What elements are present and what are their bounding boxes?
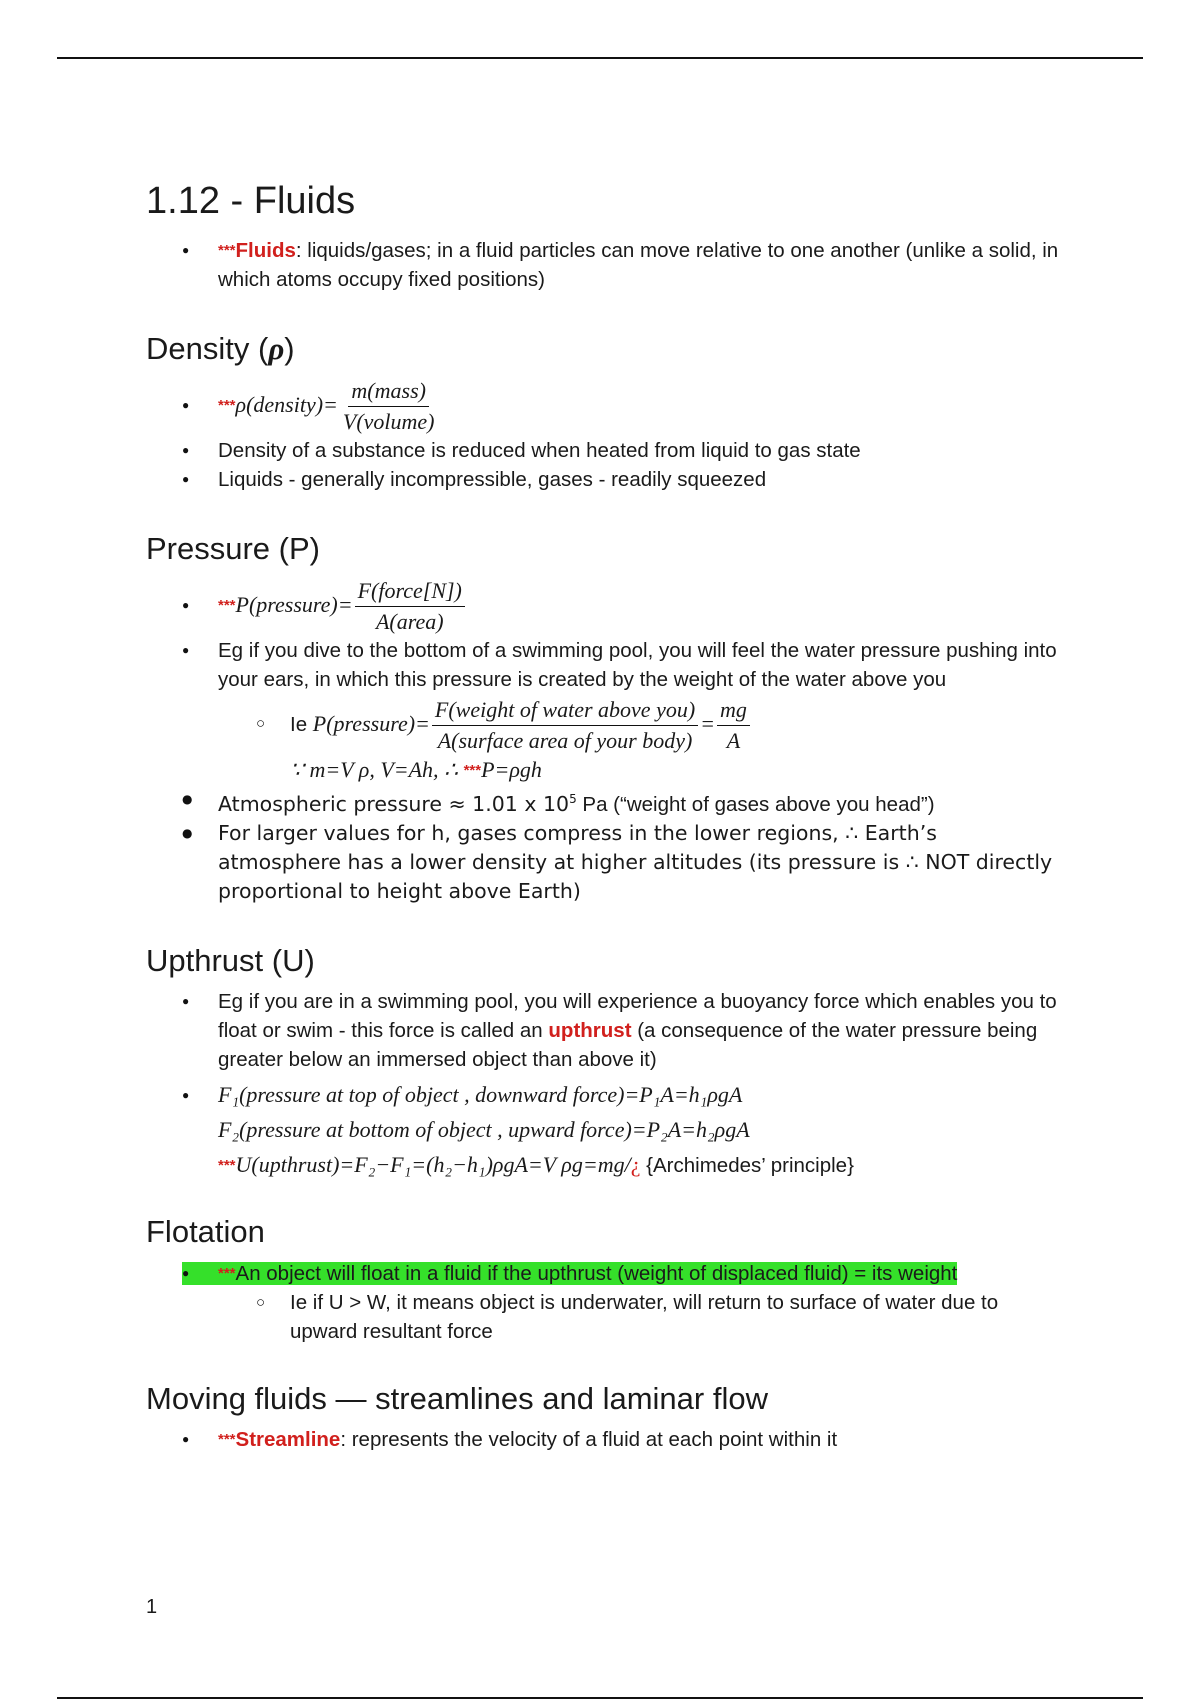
heading-upthrust: Upthrust (U) xyxy=(146,943,315,979)
formula-lhs: ρ(density)= xyxy=(235,391,338,417)
fraction: $\frac{\text{m(mass)}}{\text{V(volume)}}$ xyxy=(342,377,435,434)
sub-list-item: ○ Ie P(pressure)= $\frac{\text{F(weight of water above you)}}{\text{A(surface area of your body)}}$ = $\frac{mg}{A}$ xyxy=(146,694,1066,755)
heading-density: Density (ρ) xyxy=(146,330,295,366)
heading-pressure: Pressure (P) xyxy=(146,530,320,566)
list-item: ● Atmospheric pressure ≈ 1.01 x $10^5$ Pa (“weight of gases above you head”) xyxy=(146,785,1066,819)
list-item: ● Liquids - generally incompressible, gases - readily squeezed xyxy=(146,465,1066,494)
term-streamline: Streamline xyxy=(235,1427,341,1451)
list-item-highlighted xyxy=(146,1259,1066,1288)
derivation-line: ∵ m=V ρ, V=Ah, ∴ ***P=ρgh xyxy=(290,757,542,783)
list-item: ● Eg if you are in a swimming pool, you will experience a buoyancy force which enables you to float or swim - this force is called an upthrust (a consequence of the water pressure being greater below an immersed object than above it) xyxy=(146,987,1066,1074)
list-item: ● ***P(pressure)= $\frac{\text{F(force[N])}}{\text{A(area)}}$ xyxy=(146,575,1066,636)
heading-moving-fluids: Moving fluids — streamlines and laminar flow xyxy=(146,1380,768,1416)
section-pressure xyxy=(146,530,1066,906)
page-number: 1 xyxy=(146,1596,158,1618)
star-marker: *** xyxy=(218,396,236,414)
sub-list-item: ○ Ie if U > W, it means object is underwater, will return to surface of water due to upward resultant force xyxy=(146,1288,1066,1346)
document-body xyxy=(146,180,1066,1454)
list-item xyxy=(146,375,1066,436)
list-item: ● Density of a substance is reduced when heated from liquid to gas state xyxy=(146,436,1066,465)
term-upthrust: upthrust xyxy=(548,1019,632,1043)
star-marker: *** xyxy=(218,597,236,615)
definition-text: : liquids/gases; in a fluid particles can move relative to one another (unlike a solid, in which atoms occupy fixed positions) xyxy=(218,238,1059,291)
fraction: $\frac{\text{F(weight of water above you)}}{\text{A(surface area of your body)}}$ xyxy=(432,696,698,755)
page-title: 1.12 - Fluids xyxy=(146,180,356,222)
formula-line: ***U(upthrust)=F₂−F₁=(h₂−h₁)ρgA=V ρg=mg/¿ {Archimedes’ principle} xyxy=(218,1152,854,1178)
star-marker: *** xyxy=(218,241,236,259)
bottom-rule xyxy=(57,1697,1143,1699)
intro-list xyxy=(146,236,1066,294)
list-item: ● ***Streamline: represents the velocity of a fluid at each point within it xyxy=(146,1425,1066,1454)
list-item: ● For larger values for h, gases compress in the lower regions, ∴ Earth’s atmosphere has a lower density at higher altitudes (its pressure is ∴ NOT directly proportional to height above Earth) xyxy=(146,819,1066,906)
formula-line: F₂(pressure at bottom of object , upward force)=P₂A=h₂ρgA xyxy=(218,1117,750,1143)
term-fluids: Fluids xyxy=(235,238,296,262)
heading-flotation: Flotation xyxy=(146,1214,265,1250)
section-upthrust xyxy=(146,942,1066,1183)
fraction: $\frac{\text{F(force[N])}}{\text{A(area)}}$ xyxy=(355,577,465,636)
fraction: $\frac{mg}{A}$ xyxy=(717,696,750,755)
section-moving-fluids xyxy=(146,1380,1066,1454)
section-flotation xyxy=(146,1213,1066,1345)
top-rule xyxy=(57,57,1143,59)
highlight: ***An object will float in a fluid if the upthrust (weight of displaced fluid) = its weight xyxy=(182,1262,957,1285)
section-density xyxy=(146,330,1066,494)
list-item: ● Eg if you dive to the bottom of a swimming pool, you will feel the water pressure pushing into your ears, in which this pressure is created by the weight of the water above you xyxy=(146,636,1066,694)
list-item xyxy=(146,236,1066,294)
list-item: ● F₁(pressure at top of object , downward force)=P₁A=h₁ρgA xyxy=(146,1078,1066,1113)
